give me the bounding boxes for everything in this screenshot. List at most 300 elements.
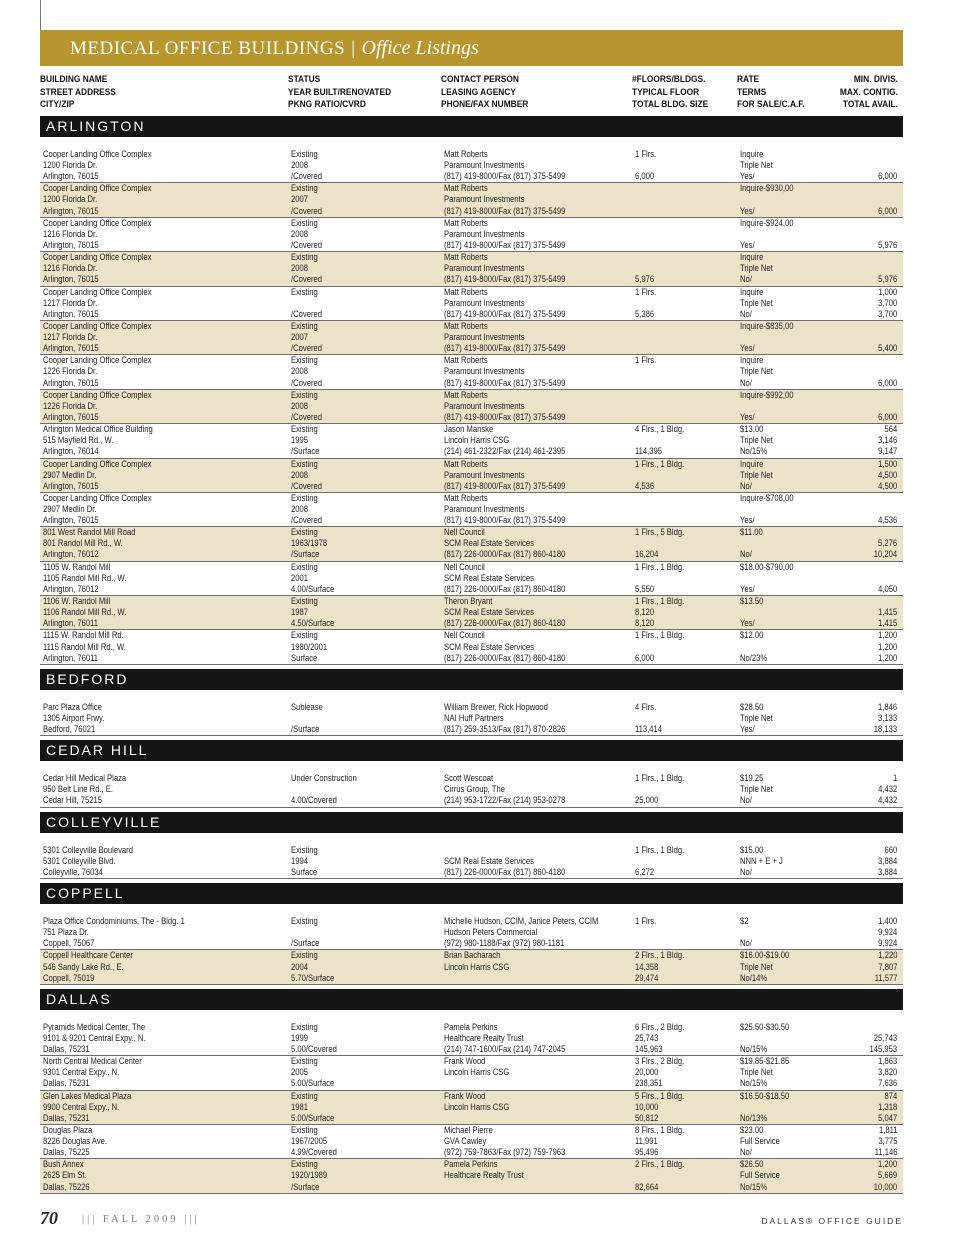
column-header-line: LEASING AGENCY	[441, 86, 516, 98]
cell-line: Yes/	[740, 205, 755, 216]
building-cell	[43, 702, 104, 735]
cell-line: Matt Roberts	[444, 149, 488, 159]
cell-line	[878, 573, 897, 584]
cell-line: NNN + E + J	[740, 855, 783, 866]
cell-line: (817) 419-8000/Fax (817) 375-5499	[444, 515, 566, 526]
cell-line: 5.70/Surface	[291, 972, 335, 983]
cell-line: /Covered	[291, 343, 322, 354]
cell-line: 7,807	[877, 961, 897, 972]
status-cell	[291, 1125, 337, 1158]
contact-cell	[444, 287, 565, 320]
cell-line: /Covered	[291, 377, 322, 388]
cell-line: 4 Flrs., 1 Bldg.	[635, 424, 685, 435]
cell-line: 5,386	[635, 308, 655, 319]
cell-line: 8226 Douglas Ave.	[43, 1136, 107, 1147]
column-header-line: FOR SALE/C.A.F.	[737, 99, 805, 110]
cell-line: 2007	[291, 332, 308, 343]
cell-line: No/	[740, 549, 752, 560]
building-cell	[43, 1091, 131, 1124]
floors-cell	[635, 149, 656, 182]
column-header-floors	[632, 74, 708, 112]
cell-line: 1 Flrs.	[635, 286, 657, 297]
cell-line: 2625 Elm St.	[43, 1170, 87, 1181]
cell-line: Matt Roberts	[444, 320, 488, 331]
status-cell	[291, 390, 322, 423]
rate-cell	[740, 950, 789, 983]
listing-record	[40, 1159, 903, 1193]
cell-line: No/	[740, 938, 752, 949]
cell-line: 1 Flrs., 1 Bldg.	[635, 561, 685, 572]
cell-line: Healthcare Realty Trust	[444, 1170, 524, 1181]
cell-line: 20,000	[635, 1067, 659, 1078]
issue-label: ||| FALL 2009 |||	[82, 1214, 200, 1225]
cell-line: Yes/	[740, 618, 755, 629]
cell-line: (214) 953-1722/Fax (214) 953-0278	[444, 795, 566, 806]
availability-cell	[878, 149, 897, 182]
cell-line: Cooper Landing Office Complex	[43, 492, 152, 503]
cell-line: Yes/	[740, 724, 755, 735]
listing-record	[40, 424, 903, 458]
building-cell	[43, 493, 151, 526]
cell-line: Frank Wood	[444, 1090, 486, 1101]
cell-line	[878, 183, 897, 194]
building-cell	[43, 459, 151, 492]
cell-line: Cooper Landing Office Complex	[43, 320, 152, 331]
cell-line	[878, 355, 897, 366]
cell-line: Cooper Landing Office Complex	[43, 217, 152, 228]
contact-cell	[444, 562, 565, 595]
contact-cell	[444, 1056, 509, 1089]
building-cell	[43, 773, 126, 806]
cell-line: Paramount Investments	[444, 504, 525, 514]
cell-line: 1981	[291, 1101, 308, 1112]
cell-line: 113,414	[635, 724, 663, 735]
cell-line: SCM Real Estate Services	[444, 538, 534, 549]
cell-line: (817) 419-8000/Fax (817) 375-5499	[444, 171, 566, 182]
rate-cell	[740, 702, 773, 735]
cell-line	[291, 927, 319, 938]
cell-line: 4,050	[877, 583, 897, 594]
cell-line: 1305 Airport Frwy.	[43, 712, 105, 723]
cell-line	[878, 252, 897, 263]
availability-cell	[878, 459, 897, 492]
cell-line: 5,976	[635, 274, 655, 285]
cell-line: /Surface	[291, 446, 320, 457]
region-spacer	[40, 761, 903, 773]
region-header	[40, 989, 903, 1010]
cell-line: 4.00/Covered	[291, 795, 337, 806]
rate-cell	[740, 355, 773, 388]
region-spacer	[40, 690, 903, 702]
rate-cell	[740, 562, 793, 595]
cell-line: Paramount Investments	[444, 228, 525, 239]
status-cell	[291, 149, 322, 182]
cell-line	[878, 332, 897, 343]
availability-cell	[874, 527, 897, 560]
cell-line: 1994	[291, 855, 308, 866]
cell-line: Colleyville, 76034	[43, 866, 103, 877]
cell-line: 25,743	[635, 1032, 659, 1043]
region-name: BEDFORD	[46, 670, 129, 687]
cell-line: Existing	[291, 844, 318, 855]
cell-line: Lincoln Harris CSG	[444, 1067, 510, 1078]
cell-line: 4.50/Surface	[291, 618, 335, 629]
status-cell	[291, 459, 322, 492]
cell-line: Nell Council	[444, 630, 485, 641]
cell-line: Michelle Hudson, CCIM, Janice Peters, CCIM	[444, 916, 599, 927]
region-spacer	[40, 137, 903, 149]
status-cell	[291, 562, 334, 595]
column-header-line: MAX. CONTIG.	[839, 86, 898, 98]
rate-cell	[740, 916, 752, 949]
cell-line: Matt Roberts	[444, 252, 488, 263]
cell-line: 5,976	[877, 239, 897, 250]
cell-line: 4,500	[877, 469, 897, 480]
cell-line: 8 Flrs., 1 Bldg.	[635, 1124, 685, 1135]
cell-line: 11,146	[874, 1147, 897, 1158]
cell-line: Triple Net	[740, 263, 773, 274]
cell-line: Arlington, 76015	[43, 171, 99, 182]
cell-line: 546 Sandy Lake Rd., E.	[43, 961, 124, 972]
column-header-availability	[840, 74, 898, 112]
cell-line: /Surface	[291, 938, 320, 949]
floors-cell	[635, 527, 684, 560]
cell-line: (817) 419-8000/Fax (817) 375-5499	[444, 308, 566, 319]
cell-line: (817) 419-8000/Fax (817) 375-5499	[444, 274, 566, 285]
building-cell	[43, 355, 151, 388]
column-header-line: TOTAL AVAIL.	[842, 99, 898, 110]
building-cell	[43, 390, 151, 423]
cell-line	[740, 194, 793, 205]
cell-line: 1999	[291, 1032, 308, 1043]
building-cell	[43, 424, 153, 457]
cell-line: (817) 226-0000/Fax (817) 860-4180	[444, 618, 566, 629]
cell-line: 3,775	[877, 1136, 897, 1147]
cell-line	[635, 1170, 684, 1181]
contact-cell	[444, 493, 565, 526]
status-cell	[291, 845, 318, 878]
cell-line: Existing	[291, 1021, 318, 1032]
cell-line	[635, 938, 656, 949]
cell-line: 2007	[291, 194, 308, 205]
cell-line: 5.00/Covered	[291, 1044, 337, 1054]
contact-cell	[444, 321, 565, 354]
cell-line: Arlington, 76015	[43, 239, 99, 250]
cell-line: 2005	[291, 1067, 308, 1078]
cell-line: (214) 461-2322/Fax (214) 461-2395	[444, 446, 566, 457]
cell-line: Nell Council	[444, 561, 485, 572]
cell-line: 3,146	[877, 435, 897, 446]
cell-line	[635, 160, 656, 171]
rate-cell	[740, 1091, 789, 1124]
rate-cell	[740, 424, 773, 457]
status-cell	[291, 218, 322, 251]
cell-line: Inquire	[740, 252, 764, 263]
building-cell	[43, 845, 133, 878]
cell-line: 1,200	[877, 652, 897, 663]
cell-line: Matt Roberts	[444, 389, 488, 400]
cell-line: Existing	[291, 561, 318, 572]
cell-line: No/	[740, 795, 752, 806]
column-header-line: TYPICAL FLOOR	[632, 86, 700, 98]
availability-cell	[878, 493, 897, 526]
availability-cell	[878, 916, 897, 949]
building-cell	[43, 562, 126, 595]
cell-line: SCM Real Estate Services	[444, 855, 534, 866]
cell-line: Dallas, 75231	[43, 1044, 90, 1054]
availability-cell	[878, 218, 897, 251]
cell-line	[635, 927, 656, 938]
cell-line: No/	[740, 480, 752, 491]
cell-line: 1106 W. Randol Mill	[43, 596, 111, 607]
cell-line: Inquire-$835,00	[740, 320, 794, 331]
cell-line: Cedar Hill, 75215	[43, 795, 102, 806]
region-spacer	[40, 904, 903, 916]
cell-line: 95,496	[635, 1147, 659, 1158]
contact-cell	[444, 459, 565, 492]
cell-line: 1,863	[877, 1056, 897, 1067]
cell-line	[291, 784, 357, 795]
cell-line	[635, 252, 654, 263]
cell-line: Existing	[291, 916, 318, 927]
building-cell	[43, 1022, 146, 1055]
cell-line: Triple Net	[740, 160, 773, 171]
cell-line: 1,318	[877, 1101, 897, 1112]
cell-line: 2 Flrs., 1 Bldg.	[635, 950, 685, 961]
contact-cell	[444, 424, 565, 457]
cell-line: NAI Huff Partners	[444, 712, 504, 723]
cell-line: 1,200	[877, 1159, 897, 1170]
cell-line	[635, 856, 684, 867]
cell-line: 10,204	[873, 549, 897, 560]
cell-line: Existing	[291, 286, 318, 297]
listing-record	[40, 390, 903, 424]
cell-line: Coppell Healthcare Center	[43, 950, 133, 961]
region-header	[40, 812, 903, 833]
cell-line: 4.99/Covered	[291, 1147, 337, 1158]
cell-line: Matt Roberts	[444, 355, 488, 366]
cell-line: 8,120	[635, 618, 655, 629]
cell-line: Plaza Office Condominiums, The - Bldg. 1	[43, 916, 185, 927]
cell-line: No/	[740, 377, 752, 388]
cell-line: (817) 419-8000/Fax (817) 375-5499	[444, 411, 566, 422]
availability-cell	[878, 355, 897, 388]
listing-record	[40, 287, 903, 321]
floors-cell	[635, 1091, 684, 1124]
availability-cell	[878, 773, 897, 806]
cell-line: 3,700	[877, 297, 897, 308]
contact-cell	[444, 1091, 509, 1124]
cell-line: Lincoln Harris CSG	[444, 961, 510, 972]
cell-line: No/14%	[740, 972, 768, 983]
cell-line: 801 Randol Mill Rd., W.	[43, 538, 123, 549]
cell-line: 1 Flrs., 1 Bldg.	[635, 458, 685, 469]
cell-line: Scott Wescoat	[444, 773, 494, 784]
status-cell	[291, 1091, 334, 1124]
cell-line	[740, 607, 763, 618]
cell-line: Jason Manske	[444, 424, 494, 435]
cell-line	[635, 263, 654, 274]
cell-line: 82,664	[635, 1181, 659, 1192]
building-cell	[43, 596, 126, 629]
floors-cell	[635, 845, 684, 878]
region-header	[40, 883, 903, 904]
floors-cell	[635, 1056, 684, 1089]
cell-line: Inquire-$708,00	[740, 492, 794, 503]
status-cell	[291, 252, 322, 285]
cell-line: 1115 W. Randol Mill Rd.	[43, 630, 124, 641]
cell-line: Dallas, 75231	[43, 1112, 90, 1123]
contact-cell	[444, 527, 565, 560]
column-header-line: CONTACT PERSON	[441, 74, 519, 85]
cell-line: 5301 Colleyville Blvd.	[43, 855, 116, 866]
cell-line: $19.25	[740, 773, 764, 784]
cell-line: /Surface	[291, 724, 320, 735]
contact-cell	[444, 252, 565, 285]
rate-cell	[740, 218, 793, 251]
cell-line: 1115 Randol Mill Rd., W.	[43, 641, 126, 652]
cell-line: $13.00	[740, 424, 764, 435]
cell-line: Cirrus Group, The	[444, 784, 505, 795]
status-cell	[291, 1159, 327, 1192]
status-cell	[291, 596, 334, 629]
cell-line	[740, 401, 793, 412]
cell-line: Michael Pierre	[444, 1124, 493, 1135]
cell-line: Triple Net	[740, 961, 773, 972]
building-cell	[43, 321, 151, 354]
rate-cell	[740, 252, 773, 285]
cell-line: (817) 419-8000/Fax (817) 375-5499	[444, 377, 566, 388]
cell-line: $2	[740, 916, 749, 927]
cell-line: No/	[740, 308, 752, 319]
banner-title	[70, 37, 479, 60]
status-cell	[291, 493, 322, 526]
cell-line: 1200 Florida Dr.	[43, 194, 98, 205]
cell-line: Cooper Landing Office Complex	[43, 355, 152, 366]
cell-line	[878, 149, 897, 160]
cell-line: 6,000	[635, 171, 655, 182]
cell-line: 6,000	[877, 205, 897, 216]
cell-line: 9,147	[877, 446, 897, 457]
page-margin-line	[40, 0, 41, 30]
cell-line: 1963/1978	[291, 538, 328, 549]
listing-record	[40, 845, 903, 879]
status-cell	[291, 424, 319, 457]
page-footer	[40, 1208, 903, 1232]
cell-line: Triple Net	[740, 712, 773, 723]
cell-line: Sublease	[291, 701, 323, 712]
cell-line: Paramount Investments	[444, 469, 525, 480]
rate-cell	[740, 183, 793, 216]
cell-line: Existing	[291, 1090, 318, 1101]
cell-line: Arlington, 76015	[43, 411, 99, 422]
cell-line: 145,963	[635, 1044, 663, 1054]
contact-cell	[444, 702, 565, 735]
cell-line	[635, 713, 662, 724]
cell-line: Existing	[291, 458, 318, 469]
cell-line: Existing	[291, 389, 318, 400]
cell-line: 2008	[291, 469, 308, 480]
cell-line: 6 Flrs., 2 Bldg.	[635, 1021, 685, 1032]
cell-line: /Surface	[291, 549, 320, 560]
cell-line: 1105 Randol Mill Rd., W.	[43, 572, 127, 583]
floors-cell	[635, 916, 656, 949]
cell-line: 145,953	[869, 1044, 897, 1054]
column-header-line: STREET ADDRESS	[40, 86, 116, 98]
building-cell	[43, 183, 151, 216]
column-header-line: TOTAL BLDG. SIZE	[632, 99, 709, 110]
column-header-line: PHONE/FAX NUMBER	[441, 99, 529, 110]
floors-cell	[635, 630, 684, 663]
cell-line: Existing	[291, 320, 318, 331]
cell-line: William Brewer, Rick Hopwood	[444, 701, 548, 712]
cell-line: /Covered	[291, 480, 322, 491]
listing-record	[40, 1125, 903, 1159]
cell-line: 1105 W. Randol Mill	[43, 561, 111, 572]
cell-line	[878, 229, 897, 240]
cell-line: Cooper Landing Office Complex	[43, 458, 152, 469]
cell-line: 3,700	[877, 308, 897, 319]
column-header-line: BUILDING NAME	[40, 74, 108, 85]
cell-line: 50,812	[635, 1112, 659, 1123]
cell-line: 1 Flrs., 1 Bldg.	[635, 844, 685, 855]
cell-line: 1920/1989	[291, 1170, 328, 1181]
cell-line: Existing	[291, 424, 318, 435]
cell-line: Pamela Perkins	[444, 1021, 498, 1032]
cell-line: $26.50	[740, 1159, 764, 1170]
contact-cell	[444, 355, 565, 388]
cell-line: Existing	[291, 217, 318, 228]
cell-line	[869, 1022, 897, 1033]
cell-line: Yes/	[740, 171, 755, 182]
cell-line: 1217 Florida Dr.	[43, 332, 98, 343]
cell-line: 1	[892, 773, 897, 784]
listing-record	[40, 596, 903, 630]
cell-line: Triple Net	[740, 784, 773, 795]
cell-line: 4,500	[877, 480, 897, 491]
availability-cell	[869, 1022, 897, 1055]
building-cell	[43, 149, 151, 182]
status-cell	[291, 702, 323, 735]
cell-line: $23.00	[740, 1124, 764, 1135]
cell-line: Inquire-$924,00	[740, 217, 794, 228]
cell-line: 2 Flrs., 1 Bldg.	[635, 1159, 685, 1170]
listing-record	[40, 149, 903, 183]
floors-cell	[635, 950, 684, 983]
cell-line: Yes/	[740, 239, 755, 250]
column-header-contact	[441, 74, 528, 112]
cell-line: 1,846	[877, 701, 897, 712]
cell-line: 6,000	[635, 652, 655, 663]
cell-line: Cooper Landing Office Complex	[43, 183, 152, 194]
cell-line: Coppell, 75067	[43, 938, 95, 949]
cell-line: /Covered	[291, 171, 322, 182]
status-cell	[291, 1022, 337, 1055]
cell-line: 1216 Florida Dr.	[43, 228, 98, 239]
cell-line	[740, 927, 752, 938]
cell-line: Triple Net	[740, 469, 773, 480]
availability-cell	[878, 1056, 897, 1089]
cell-line: 7,636	[877, 1078, 897, 1089]
cell-line: $19.85-$21.85	[740, 1056, 790, 1067]
cell-line: Bush Annex	[43, 1159, 84, 1170]
listing-record	[40, 630, 903, 664]
status-cell	[291, 287, 322, 320]
cell-line: Inquire	[740, 458, 764, 469]
cell-line: Existing	[291, 183, 318, 194]
cell-line: $16.50-$18.50	[740, 1090, 790, 1101]
cell-line: 5,400	[877, 343, 897, 354]
